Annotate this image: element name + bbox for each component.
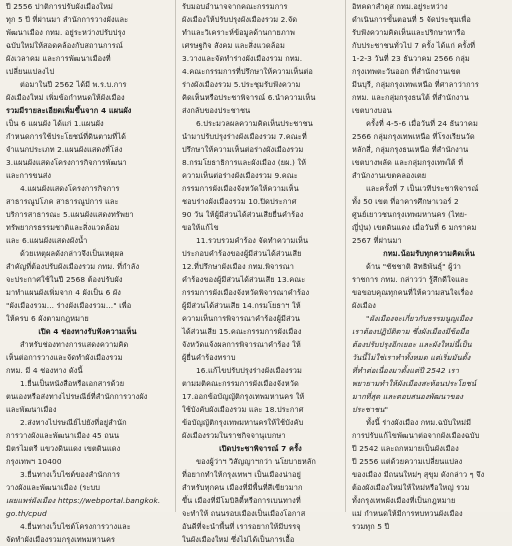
text-line: 90 วัน ให้ผู้มีส่วนได้ส่วนเสียยื่นคำร้อง	[182, 210, 304, 219]
text-line: 3.แผนผังแสดงโครงการกิจการพัฒนา	[6, 158, 127, 167]
text-line: กรุงเทพตะวันออก ที่สำนักงานเขต	[352, 67, 461, 76]
text-line: และครั้งที่ 7 เป็นเวทีประชาพิจารณ์	[366, 184, 479, 193]
list-item: 3.ยื่นทางเว็บไซต์ของสำนักการ	[20, 470, 121, 479]
text-line: 2566 กลุ่มกรุงเทพเหนือ ที่โรงเรียนวัด	[352, 132, 475, 141]
text-line: ขึ้น เมืองที่มีโมบิลิตี้หรือการเบนทางที่	[182, 496, 301, 505]
text-line: กทม. และกลุ่มกรุงธนใต้ ที่สำนักงาน	[352, 93, 469, 102]
col2-paragraph-3	[182, 234, 339, 364]
text-line: แม่ กำหนดให้มีการทบทวนผังเมือง	[352, 509, 463, 518]
col3-paragraph-5	[352, 416, 506, 533]
quote-line: เราต้องปฏิบัติตาม ซึ่งผังเมืองมีข้อมือ	[352, 327, 470, 336]
text-line: ได้ส่วนเสีย 15.คณะกรรมการผังเมือง	[182, 327, 302, 336]
text-line: รวมมีรายละเอียดเพิ่มขึ้นจาก 4 แผนผัง	[6, 106, 132, 115]
list-item: 1.ยื่นเป็นหนังสือหรือเอกสารด้วย	[20, 379, 125, 388]
text-line: สำคัญที่ต้องปรับผังเมืองรวม กทม. ที่กำลัง	[6, 262, 140, 271]
channel-list	[6, 377, 169, 546]
text-line: กำหนดการใช้ประโยชน์ที่ดินตามที่ได้	[6, 132, 126, 141]
url-link[interactable]: go.th/cpud	[6, 509, 47, 518]
text-line: ราชการ กทม. กล่าวว่า รู้สึกดีใจและ	[352, 275, 469, 284]
text-line: และการขนส่ง	[6, 171, 52, 180]
text-line: 16.แก้ไขปรับปรุงร่างผังเมืองรวม	[196, 366, 302, 375]
text-line: ส่งกลับของประชาชน	[182, 106, 251, 115]
list-item: มิตรไมตรี แขวงดินแดง เขตดินแดง	[6, 444, 121, 453]
text-line: 2567 ที่ผ่านมา	[352, 236, 402, 245]
quote-line: ประชาชน"	[352, 405, 389, 414]
text-line: รับมอบอำนาจจากคณะกรรมการ	[182, 2, 288, 11]
text-line: ด้วยเหตุผลดังกล่าวจึงเป็นเหตุผล	[20, 249, 124, 258]
text-line: เศรษฐกิจ สังคม และสิ่งแวดล้อม	[182, 41, 285, 50]
text-line: 11.รวบรวมคำร้อง จัดทำความเห็น	[196, 236, 309, 245]
text-line: ผังเวลาคม และการพัฒนาเมืองที่	[6, 54, 111, 63]
text-line: ตามมติคณะกรรมการผังเมืองจังหวัด	[182, 379, 299, 388]
text-line: เปลี่ยนแปลงไป	[6, 67, 55, 76]
text-line: 4.แผนผังแสดงโครงการกิจการ	[20, 184, 120, 193]
text-line: บริการสาธารณะ 5.แผนผังแสดงทรัพยา	[6, 210, 134, 219]
text-line: มาทำแผนผังเพิ่มจาก 4 ผังเป็น 6 ผัง	[6, 288, 122, 297]
text-line: ด้าน "ชัชชาติ สิทธิพันธุ์" ผู้ว่า	[366, 262, 462, 271]
text-line: ผังเมืองให้ปรับปรุงผังเมืองรวม 2.จัด	[182, 15, 298, 24]
text-line: สำนักงานเขตคลองเตย	[352, 171, 427, 180]
list-item: 4.ยื่นทางเว็บไซต์โครงการวางและ	[20, 522, 131, 531]
col2-paragraph-4	[182, 364, 339, 429]
text-line: ศูนย์เยาวชนกรุงเทพมหานคร (ไทย-	[352, 210, 467, 219]
text-line: ฉบับใหม่ให้สอดคล้องกับสถานการณ์	[6, 41, 123, 50]
text-line: จำแนกประเภท 2.แผนผังแสดงที่โล่ง	[6, 145, 123, 154]
list-item: ตนเองหรือส่งทางไปรษณีย์ที่สำนักการวางผัง	[6, 392, 148, 401]
text-line: ให้ครบ 6 ผังตามกฎหมาย	[6, 314, 89, 323]
quote-line: ที่ทำต่อเนื่องมาตั้งแต่ปี 2542 เรา	[352, 366, 459, 375]
text-line: รับฟังความคิดเห็นและปริกษาหารือ	[352, 28, 466, 37]
text-line: หลักสี่, กลุ่มกรุงธนเหนือ ที่สำนักงาน	[352, 145, 469, 154]
text-line: ต้องผังเมืองใหม่ให้ใหม่หรือใหญ่ รวม	[352, 483, 470, 492]
text-line: ผู้ยื่นคำร้องทราบ	[182, 353, 236, 362]
col3-paragraph-4	[352, 260, 506, 312]
quote-block	[352, 312, 506, 416]
list-item: กรุงเทพฯ 10400	[6, 457, 62, 466]
text-line: การปรับแก้ไขพัฒนาต่อจากผังเมืองฉบับ	[352, 431, 480, 440]
column-1	[0, 0, 176, 544]
text-line: กับประชาชนทั่วไป 7 ครั้ง ได้แก่ ครั้งที่	[352, 41, 476, 50]
section-heading: เปิดประชาพิจารณ์ 7 ครั้ง	[219, 444, 302, 453]
text-line: คิดเห็นหรือประชาพิจารณ์ 6.นำความเห็น	[182, 93, 316, 102]
text-line: ผังเมือง	[352, 301, 376, 310]
list-item: 2.ส่งทางไปรษณีย์ไปยังที่อยู่สำนัก	[20, 418, 127, 427]
col1-paragraph-2	[6, 78, 169, 182]
quote-line: พยายามทำให้ผังเมืองสะท้อนประโยชน์	[352, 379, 477, 388]
text-line: สาธารณูปโภค สาธารณูปการ และ	[6, 197, 119, 206]
text-line: จะประกาศใช้ในปี 2568 ต้องปรับผัง	[6, 275, 123, 284]
col2-paragraph-1	[182, 0, 339, 117]
list-item: การวางผังและพัฒนาเมือง 45 ถนน	[6, 431, 120, 440]
quote-line: ต้องปรับปรุงอีกเยอะ และผังใหม่นี้เป็น	[352, 340, 472, 349]
text-line: ครั้งที่ 4-5-6 เมื่อวันที่ 24 ธันวาคม	[366, 119, 478, 128]
section-heading: เปิด 4 ช่องทางรับฟังความเห็น	[38, 327, 137, 336]
section-heading: กทม.น้อมรับทุกความคิดเห็น	[383, 249, 475, 258]
col2-paragraph-2	[182, 117, 339, 234]
quote-line: มากที่สุด และตอบสนองพัฒนาของ	[352, 392, 464, 401]
url-link[interactable]: เผยแพร่ผังเมือง https://webportal.bangkok.	[6, 496, 161, 505]
text-line: "ผังเมืองรวม... ร่างผังเมืองรวม..." เพื่อ	[6, 301, 132, 310]
col2-paragraph-6	[182, 455, 339, 546]
text-line: ต่อมาในปี 2562 ได้มี พ.ร.บ.การ	[20, 80, 127, 89]
text-line: ผังเมืองใหม่ เพิ่มข้อกำหนดให้ผังเมือง	[6, 93, 125, 102]
text-line: มีนบุรี, กลุ่มกรุงเทพเหนือ ที่ศาลาว่าการ	[352, 80, 480, 89]
text-line: จะทำให้ ถนนรอบเมืองเป็นเมืองโอกาส	[182, 509, 306, 518]
text-line: ขอขอบคุณทุกคนที่ให้ความสนใจเรื่อง	[352, 288, 473, 297]
text-line: ที่อยากทำให้กรุงเทพฯ เป็นเมืองน่าอยู่	[182, 470, 301, 479]
list-item: วางผังและพัฒนาเมือง (ระบบ	[6, 483, 101, 492]
text-line: ญี่ปุ่น) เขตดินแดง เมื่อวันที่ 6 มกราคม	[352, 223, 477, 232]
text-line: พัฒนาเมือง กทม. อยู่ระหว่างปรับปรุง	[6, 28, 126, 37]
text-line: ผู้มีส่วนได้ส่วนเสีย 14.กรมโยธาฯ ให้	[182, 301, 301, 310]
text-line: ปี 2542 และถกหมายเป็นผังเมือง	[352, 444, 459, 453]
quote-line: "ผังเมืองจะเกี่ยวกับธรรมนูญเมือง	[366, 314, 473, 323]
column-2	[176, 0, 346, 544]
text-line: ทุก 5 ปี ที่ผ่านมา สำนักการวางผังและ	[6, 15, 129, 24]
text-line: ปรึกษาให้ความเห็นต่อร่างผังเมืองรวม	[182, 145, 304, 154]
text-line: เขตบางบอน	[352, 106, 392, 115]
text-line: กทม. มี 4 ช่องทาง ดังนี้	[6, 366, 83, 375]
text-line: รวมทุก 5 ปี	[352, 522, 390, 531]
text-line: คำร้องของผู้มีส่วนได้ส่วนเสีย 13.คณะ	[182, 275, 306, 284]
text-line: 12.ที่ปรึกษาผังเมือง กทม.พิจารณา	[182, 262, 295, 271]
text-line: ประกอบคำร้องของผู้มีส่วนได้ส่วนเสีย	[182, 249, 302, 258]
col3-paragraph-2	[352, 117, 506, 182]
text-line: ปี 2556 แต่ด้วยความเปลี่ยนแปลง	[352, 457, 463, 466]
list-item: จัดทำผังเมืองรวมกรุงเทพมหานคร	[6, 535, 116, 544]
text-line: สำหรับทุกคน เมืองที่มีพื้นที่สีเขียวมาก	[182, 483, 303, 492]
text-line: ทรัพยากรธรรมชาติและสิ่งแวดล้อม	[6, 223, 120, 232]
text-line: จังหวัดแจ้งผลการพิจารณาคำร้อง ให้	[182, 340, 301, 349]
text-line: ผังเมืองรวมในราชกิจจานุเบกษา	[182, 431, 286, 440]
text-line: ในผังเมืองใหม่ ซึ่งไม่ได้เป็นการเอื้อ	[182, 535, 295, 544]
text-line: ทั้ง 50 เขต ที่อาคารศึกษาเวอร์ 2	[352, 197, 459, 206]
quote-line: วันนี้ไม่ใช่เราทำทั้งหมด แต่เริ่มมันตั้ง	[352, 353, 471, 362]
text-line: เป็น 6 แผนผัง ได้แก่ 1.แผนผัง	[6, 119, 104, 128]
text-line: อิทคดาสำดุส กทม.อยู่ระหว่าง	[352, 2, 448, 11]
text-line: ใช้บังคับผังเมืองรวม และ 18.ประกาศ	[182, 405, 304, 414]
text-line: ทำและวิเคราะห์ข้อมูลด้านกายภาพ	[182, 28, 296, 37]
text-line: 4.คณะกรรมการที่ปรึกษาให้ความเห็นต่อ	[182, 67, 313, 76]
text-line: ทั้งกรุงเทพผังเมืองที่เป็นกฎหมาย	[352, 496, 456, 505]
text-line: ชอบร่างผังเมืองรวม 10.ปิดประกาศ	[182, 197, 297, 206]
text-line: ของผู้ว่าฯ วิสัญญาฯกว่า นโยบายหลัก	[196, 457, 317, 466]
text-line: 1-2-3 วันที่ 23 ธันวาคม 2566 กลุ่ม	[352, 54, 470, 63]
text-line: นำมาปรับปรุงร่างผังเมืองรวม 7.คณะที่	[182, 132, 307, 141]
list-item: และพัฒนาเมือง	[6, 405, 57, 414]
col3-paragraph-3	[352, 182, 506, 247]
text-line: 3.วางและจัดทำร่างผังเมืองรวม กทม.	[182, 54, 303, 63]
text-line: ข้อบัญญัติกรุงเทพมหานครให้ใช้บังคับ	[182, 418, 304, 427]
text-line: ของเมือง มีถนนใหม่ๆ สุขุม ดังกล่าว ๆ จึง	[352, 470, 485, 479]
text-line: ความเห็นต่อร่างผังเมืองรวม 9.คณะ	[182, 171, 298, 180]
text-line: สำหรับช่องทางการแสดงความคิด	[20, 340, 129, 349]
text-line: 17.ออกข้อบัญญัติกรุงเทพมหานคร ให้	[182, 392, 305, 401]
text-line: และ 6.แผนผังแสดงผังน้ำ	[6, 236, 88, 245]
text-line: อันดีที่จะนำพื้นที่ เรารอยากให้มีบรรจุ	[182, 522, 301, 531]
text-line: ดำเนินการขั้นตอนที่ 5 จัดประชุมเพื่อ	[352, 15, 471, 24]
text-line: ร่างผังเมืองรวม 5.ประชุมรับฟังความ	[182, 80, 301, 89]
text-line: กรรมการผังเมืองจังหวัดพิจารณาคำร้อง	[182, 288, 310, 297]
text-line: ทั้งนี้ ร่างผังเมือง กทม.ฉบับใหม่มี	[366, 418, 472, 427]
col3-paragraph-1	[352, 0, 506, 117]
text-line: เขตบางพลัด และกลุ่มกรุงเทพใต้ ที่	[352, 158, 464, 167]
text-line: ปี 2556 ปาติการปรับผังเมืองใหม่	[6, 2, 114, 11]
text-line: เห็นต่อการวางและจัดทำผังเมืองรวม	[6, 353, 123, 362]
text-line: ความเห็นการพิจารณาคำร้องผู้มีส่วน	[182, 314, 301, 323]
column-3	[346, 0, 512, 531]
text-line: ขอให้แก้ไข	[182, 223, 219, 232]
col1-paragraph-1	[6, 0, 169, 78]
text-line: 6.ประมวลผลความคิดเห็นประชาชน	[196, 119, 313, 128]
col1-paragraph-3	[6, 182, 169, 325]
col1-paragraph-4	[6, 338, 169, 377]
text-line: กรรมการผังเมืองจังหวัดให้ความเห็น	[182, 184, 299, 193]
text-line: 8.กรมโยธาธิการและผังเมือง (ยผ.) ให้	[182, 158, 307, 167]
